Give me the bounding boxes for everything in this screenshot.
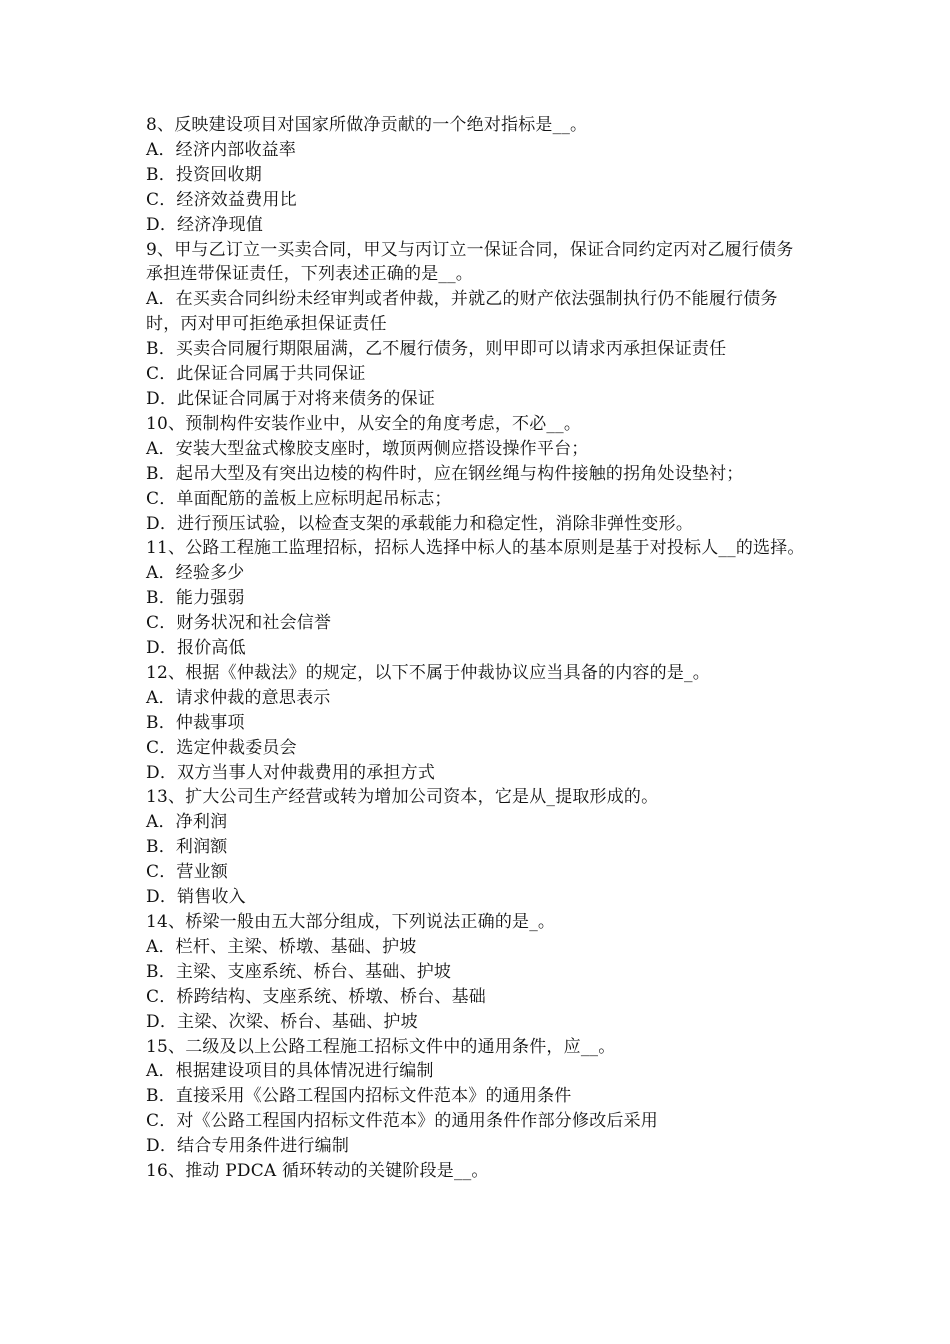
option-c: C．选定仲裁委员会	[146, 737, 297, 758]
question-stem: 16、推动 PDCA 循环转动的关键阶段是__。	[146, 1161, 489, 1182]
option-a: A．经济内部收益率	[146, 139, 297, 160]
option-d: D．进行预压试验，以检查支架的承载能力和稳定性，消除非弹性变形。	[146, 513, 694, 534]
option-b: B．能力强弱	[146, 588, 245, 609]
option-d: D．双方当事人对仲裁费用的承担方式	[146, 762, 436, 783]
option-d: D．结合专用条件进行编制	[146, 1136, 350, 1157]
option-a: A．请求仲裁的意思表示	[146, 687, 331, 708]
question-stem: 11、公路工程施工监理招标，招标人选择中标人的基本原则是基于对投标人__的选择。	[146, 538, 805, 559]
option-a: A．在买卖合同纠纷未经审判或者仲裁，并就乙的财产依法强制执行仍不能履行债务时，丙对甲可拒绝承担保证责任	[146, 289, 778, 335]
option-d: D．销售收入	[146, 887, 246, 908]
question-stem: 8、反映建设项目对国家所做净贡献的一个绝对指标是__。	[146, 115, 588, 135]
option-b: B．买卖合同履行期限届满，乙不履行债务，则甲即可以请求丙承担保证责任	[146, 339, 727, 360]
option-c: C．营业额	[146, 862, 229, 883]
option-c: C．桥跨结构、支座系统、桥墩、桥台、基础	[146, 986, 487, 1007]
option-a: A．经验多少	[146, 563, 245, 584]
option-b: B．主梁、支座系统、桥台、基础、护坡	[146, 961, 452, 982]
option-c: C．经济效益费用比	[146, 189, 297, 210]
option-d: D．此保证合同属于对将来债务的保证	[146, 388, 436, 409]
option-c: C．单面配筋的盖板上应标明起吊标志；	[146, 488, 452, 509]
option-c: C．此保证合同属于共同保证	[146, 364, 366, 385]
question-stem: 10、预制构件安装作业中，从安全的角度考虑，不必__。	[146, 413, 582, 434]
question-stem: 14、桥梁一般由五大部分组成，下列说法正确的是_。	[146, 912, 556, 932]
option-a: A．安装大型盆式橡胶支座时，墩顶两侧应搭设操作平台；	[146, 438, 589, 459]
question-stem: 9、甲与乙订立一买卖合同，甲又与丙订立一保证合同，保证合同约定丙对乙履行债务承担连带保证责任，下列表述正确的是__。	[146, 239, 794, 285]
option-d: D．经济净现值	[146, 214, 264, 235]
option-b: B．投资回收期	[146, 164, 262, 185]
option-d: D．主梁、次梁、桥台、基础、护坡	[146, 1011, 418, 1032]
option-b: B．起吊大型及有突出边棱的构件时，应在钢丝绳与构件接触的拐角处设垫衬；	[146, 463, 744, 484]
option-d: D．报价高低	[146, 638, 246, 659]
exam-page	[146, 113, 810, 1184]
question-stem: 15、二级及以上公路工程施工招标文件中的通用条件，应__。	[146, 1036, 616, 1057]
option-a: A．根据建设项目的具体情况进行编制	[146, 1061, 434, 1082]
option-a: A．净利润	[146, 812, 228, 833]
option-a: A．栏杆、主梁、桥墩、基础、护坡	[146, 936, 417, 957]
option-c: C．对《公路工程国内招标文件范本》的通用条件作部分修改后采用	[146, 1111, 659, 1132]
option-b: B．直接采用《公路工程国内招标文件范本》的通用条件	[146, 1086, 572, 1107]
option-b: B．仲裁事项	[146, 712, 245, 733]
option-c: C．财务状况和社会信誉	[146, 613, 332, 634]
question-stem: 13、扩大公司生产经营或转为增加公司资本，它是从_提取形成的。	[146, 787, 659, 808]
option-b: B．利润额	[146, 837, 228, 858]
question-stem: 12、根据《仲裁法》的规定，以下不属于仲裁协议应当具备的内容的是_。	[146, 662, 710, 683]
